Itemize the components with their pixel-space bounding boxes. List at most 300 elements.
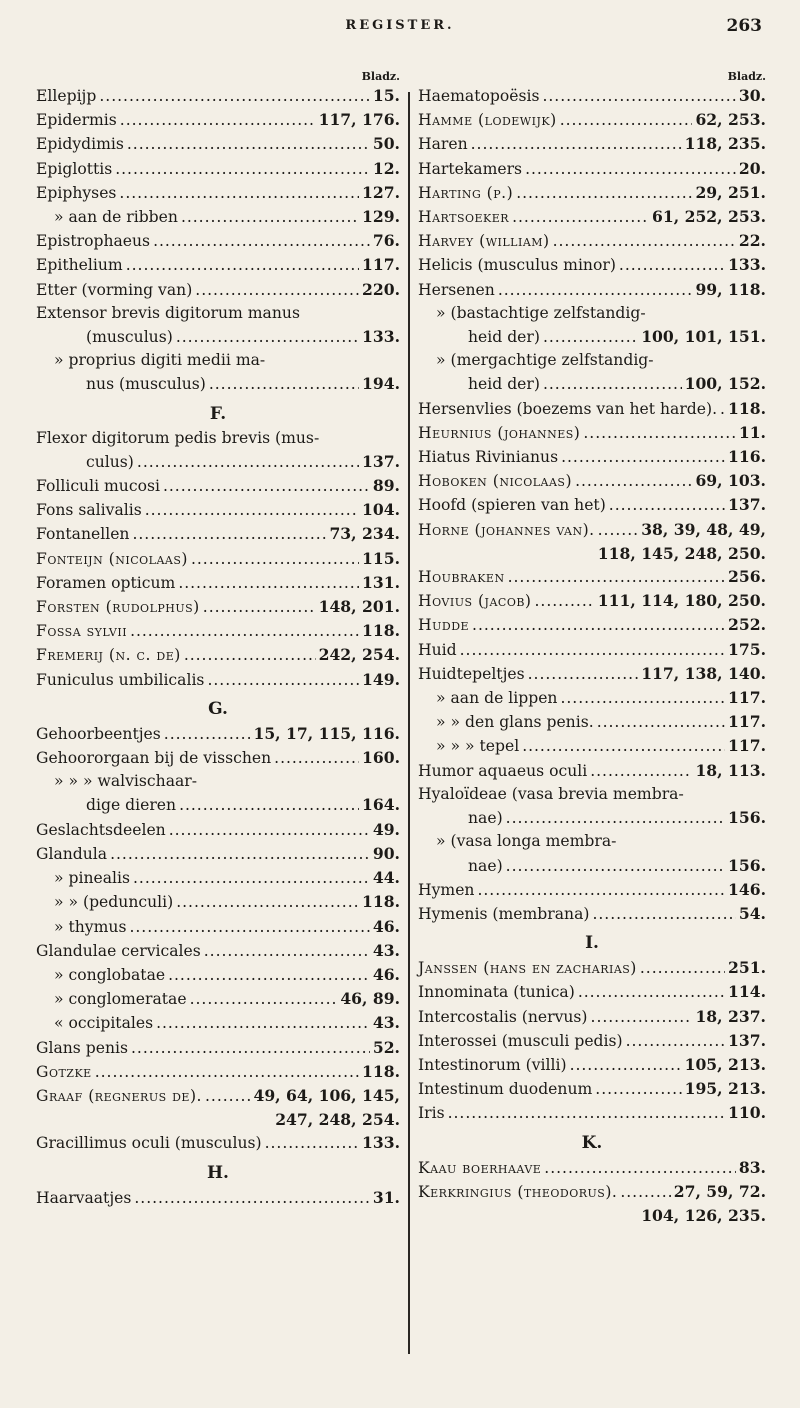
index-entry bbox=[36, 939, 400, 963]
page-refs: 44. bbox=[372, 868, 400, 888]
index-entry bbox=[418, 542, 766, 565]
index-entry bbox=[36, 498, 400, 522]
index-entry bbox=[418, 734, 766, 758]
dot-leader bbox=[516, 182, 692, 205]
index-entry bbox=[36, 1131, 400, 1155]
entry-term: heid der) bbox=[468, 328, 540, 347]
index-entry bbox=[418, 469, 766, 493]
entry-term: nae) bbox=[468, 856, 503, 875]
page-refs: 133. bbox=[362, 1133, 400, 1153]
dot-leader bbox=[561, 446, 725, 469]
page-refs: 175. bbox=[728, 639, 766, 659]
index-entry bbox=[36, 132, 400, 156]
entry-term: Intestinorum (villi) bbox=[418, 1055, 567, 1074]
index-entry bbox=[418, 589, 766, 613]
dot-leader bbox=[274, 747, 359, 770]
dot-leader bbox=[145, 499, 359, 522]
page-refs: 118. bbox=[362, 892, 400, 912]
page-refs: 115. bbox=[362, 548, 400, 568]
index-entry bbox=[418, 493, 766, 517]
index-entry bbox=[418, 613, 766, 637]
dot-leader bbox=[190, 988, 338, 1011]
entry-term: Hoboken (nicolaas) bbox=[418, 472, 573, 491]
page-refs: 89. bbox=[372, 476, 400, 496]
page-refs: 46, 89. bbox=[340, 989, 400, 1009]
page-refs: 160. bbox=[362, 748, 400, 768]
page-refs: 11. bbox=[738, 422, 766, 442]
dot-leader bbox=[119, 182, 359, 205]
entry-term: Huidtepeltjes bbox=[418, 664, 525, 683]
index-entry bbox=[418, 1180, 766, 1204]
index-entry bbox=[36, 108, 400, 132]
page-refs: 118, 145, 248, 250. bbox=[597, 543, 766, 563]
column-divider bbox=[408, 92, 410, 1354]
entry-term: Janssen (hans en zacharias) bbox=[418, 959, 637, 978]
dot-leader bbox=[448, 1102, 725, 1125]
entry-term: nus (musculus) bbox=[86, 375, 206, 394]
entry-term: » aan de lippen bbox=[436, 689, 558, 708]
dot-leader bbox=[110, 843, 370, 866]
page-refs: 137. bbox=[362, 451, 400, 471]
entry-term: Folliculi mucosi bbox=[36, 477, 160, 496]
index-entry bbox=[418, 565, 766, 589]
dot-leader bbox=[498, 279, 693, 302]
index-entry bbox=[36, 722, 400, 746]
page-refs: 69, 103. bbox=[695, 471, 766, 491]
entry-term: Foramen opticum bbox=[36, 573, 176, 592]
index-entry bbox=[36, 987, 400, 1011]
index-entry bbox=[36, 157, 400, 181]
index-entry bbox=[36, 229, 400, 253]
index-entry bbox=[418, 710, 766, 734]
entry-term: » (mergachtige zelfstandig- bbox=[436, 351, 654, 370]
page-refs: 242, 254. bbox=[318, 645, 400, 665]
index-entry bbox=[418, 278, 766, 302]
entry-term: Hartsoeker bbox=[418, 208, 510, 227]
dot-leader bbox=[120, 109, 316, 132]
entry-term: Hoofd (spieren van het) bbox=[418, 496, 606, 515]
page-refs: 104. bbox=[362, 500, 400, 520]
entry-term: Fonteijn (nicolaas) bbox=[36, 549, 188, 568]
index-entry bbox=[36, 1011, 400, 1035]
dot-leader bbox=[95, 1061, 359, 1084]
index-entry bbox=[418, 830, 766, 853]
index-entry bbox=[418, 397, 766, 421]
page-refs: 22. bbox=[738, 231, 766, 251]
page-refs: 49, 64, 106, 145, bbox=[253, 1085, 400, 1105]
dot-leader bbox=[205, 1085, 250, 1108]
dot-leader bbox=[522, 735, 725, 758]
dot-leader bbox=[609, 494, 725, 517]
entry-term: Horne (johannes van). bbox=[418, 520, 595, 539]
dot-leader bbox=[528, 663, 639, 686]
dot-leader bbox=[626, 1030, 725, 1053]
dot-leader bbox=[620, 1181, 670, 1204]
page-refs: 15, 17, 115, 116. bbox=[253, 723, 400, 743]
entry-term: » » » walvischaar- bbox=[54, 772, 198, 791]
page-refs: 194. bbox=[362, 374, 400, 394]
entry-term: » thymus bbox=[54, 917, 127, 936]
page-refs: 149. bbox=[362, 669, 400, 689]
page-refs: 49. bbox=[372, 819, 400, 839]
entry-term: Hymen bbox=[418, 880, 475, 899]
page-refs: 100, 152. bbox=[684, 374, 766, 394]
page-refs: 117. bbox=[728, 712, 766, 732]
page-header bbox=[0, 14, 800, 38]
entry-term: Glans penis bbox=[36, 1038, 128, 1057]
index-entry bbox=[418, 253, 766, 277]
dot-leader bbox=[506, 855, 725, 878]
dot-leader bbox=[592, 903, 735, 926]
page-refs: 52. bbox=[372, 1037, 400, 1057]
index-entry bbox=[418, 181, 766, 205]
index-entry bbox=[36, 372, 400, 396]
dot-leader bbox=[560, 109, 693, 132]
page-refs: 127. bbox=[362, 182, 400, 202]
entry-term: Intestinum duodenum bbox=[418, 1080, 593, 1099]
page-refs: 129. bbox=[362, 207, 400, 227]
entry-term: dige dieren bbox=[86, 796, 177, 815]
entry-term: Hersenen bbox=[418, 280, 495, 299]
index-entry bbox=[36, 619, 400, 643]
dot-leader bbox=[99, 85, 369, 108]
index-entry bbox=[418, 132, 766, 156]
index-entry bbox=[36, 793, 400, 817]
entry-term: Hamme (lodewijk) bbox=[418, 111, 557, 130]
page-refs: 252. bbox=[728, 615, 766, 635]
section-letter: K. bbox=[581, 1132, 603, 1153]
dot-leader bbox=[477, 879, 725, 902]
entry-term: Etter (vorming van) bbox=[36, 280, 193, 299]
page-refs: 12. bbox=[372, 158, 400, 178]
entry-term: Helicis (musculus minor) bbox=[418, 256, 616, 275]
entry-term: Funiculus umbilicalis bbox=[36, 670, 205, 689]
index-entry bbox=[36, 963, 400, 987]
index-entry bbox=[36, 746, 400, 770]
index-entry bbox=[418, 638, 766, 662]
entry-term: Fremerij (n. c. de) bbox=[36, 646, 181, 665]
index-entry bbox=[36, 595, 400, 619]
entry-term: » pinealis bbox=[54, 869, 131, 888]
index-entry bbox=[418, 1053, 766, 1077]
index-entry bbox=[36, 571, 400, 595]
page-refs: 15. bbox=[372, 86, 400, 105]
dot-leader bbox=[553, 230, 736, 253]
index-entry bbox=[418, 759, 766, 783]
page-refs: 110. bbox=[728, 1103, 766, 1123]
index-entry bbox=[418, 1204, 766, 1227]
entry-term: Haematopoësis bbox=[418, 87, 540, 105]
index-entry bbox=[418, 1005, 766, 1029]
index-entry bbox=[418, 229, 766, 253]
page-refs: 99, 118. bbox=[695, 279, 766, 299]
index-entry bbox=[36, 450, 400, 474]
page-refs: 117. bbox=[728, 736, 766, 756]
index-entry bbox=[36, 181, 400, 205]
dot-leader bbox=[204, 940, 370, 963]
page-refs: 156. bbox=[728, 855, 766, 875]
page-refs: 30. bbox=[738, 86, 766, 105]
page-refs: 27, 59, 72. bbox=[673, 1181, 766, 1201]
entry-term: Hersenvlies (boezems van het harde). bbox=[418, 399, 718, 418]
index-entry bbox=[36, 1036, 400, 1060]
dot-leader bbox=[560, 687, 725, 710]
dot-leader bbox=[544, 1157, 736, 1180]
entry-term: Houbraken bbox=[418, 568, 505, 587]
index-entry bbox=[418, 108, 766, 132]
entry-term: Hartekamers bbox=[418, 159, 523, 178]
dot-leader bbox=[506, 807, 725, 830]
index-entry bbox=[418, 518, 766, 542]
entry-term: Hymenis (membrana) bbox=[418, 904, 590, 923]
page-refs: 100, 101, 151. bbox=[641, 327, 766, 347]
entry-term: Flexor digitorum pedis brevis (mus- bbox=[36, 428, 320, 447]
dot-leader bbox=[570, 1054, 682, 1077]
dot-leader bbox=[619, 254, 725, 277]
left-column bbox=[36, 70, 400, 1210]
index-entry bbox=[36, 890, 400, 914]
dot-leader bbox=[578, 981, 725, 1004]
page-refs: 29, 251. bbox=[695, 182, 766, 202]
index-entry bbox=[36, 1108, 400, 1131]
entry-term: Interossei (musculi pedis) bbox=[418, 1031, 623, 1050]
index-entry bbox=[36, 915, 400, 939]
index-entry bbox=[418, 1101, 766, 1125]
index-entry bbox=[418, 1077, 766, 1101]
entry-term: Epidermis bbox=[36, 111, 117, 130]
dot-leader bbox=[720, 398, 725, 421]
index-entry bbox=[36, 205, 400, 229]
running-title: REGISTER. bbox=[345, 18, 455, 33]
entry-term: Haren bbox=[418, 135, 468, 154]
index-entry bbox=[418, 1029, 766, 1053]
dot-leader bbox=[595, 1078, 681, 1101]
dot-leader bbox=[168, 964, 370, 987]
entry-term: Gracillimus oculi (musculus) bbox=[36, 1134, 262, 1153]
entry-term: » aan de ribben bbox=[54, 208, 178, 227]
index-entry bbox=[36, 1084, 400, 1108]
dot-leader bbox=[153, 230, 370, 253]
index-entry bbox=[418, 421, 766, 445]
page-refs: 118. bbox=[728, 398, 766, 418]
index-entry bbox=[36, 427, 400, 450]
index-entry bbox=[418, 662, 766, 686]
entry-term: Humor aquaeus oculi bbox=[418, 761, 588, 780]
page-refs: 195, 213. bbox=[684, 1079, 766, 1099]
dot-leader bbox=[133, 867, 370, 890]
entry-term: » (bastachtige zelfstandig- bbox=[436, 303, 646, 322]
index-entry bbox=[36, 668, 400, 692]
entry-term: (musculus) bbox=[86, 328, 173, 347]
entry-term: » proprius digiti medii ma- bbox=[54, 351, 266, 370]
dot-leader bbox=[590, 760, 692, 783]
entry-term: » » den glans penis. bbox=[436, 713, 594, 732]
dot-leader bbox=[126, 254, 359, 277]
entry-term: Huid bbox=[418, 640, 457, 659]
index-entry bbox=[418, 372, 766, 396]
page-refs: 118. bbox=[362, 1061, 400, 1081]
entry-term: Glandulae cervicales bbox=[36, 941, 201, 960]
index-entry bbox=[36, 278, 400, 302]
dot-leader bbox=[508, 566, 725, 589]
entry-term: Glandula bbox=[36, 844, 108, 863]
entry-term: Innominata (tunica) bbox=[418, 983, 575, 1002]
page-refs: 133. bbox=[728, 255, 766, 275]
entry-term: Heurnius (johannes) bbox=[418, 423, 581, 442]
dot-leader bbox=[163, 475, 370, 498]
page-refs: 117. bbox=[362, 255, 400, 275]
index-entry bbox=[418, 445, 766, 469]
index-entry bbox=[36, 770, 400, 793]
entry-term: Hyaloïdeae (vasa brevia membra- bbox=[418, 784, 684, 803]
index-entry bbox=[418, 157, 766, 181]
dot-leader bbox=[131, 1037, 370, 1060]
dot-leader bbox=[512, 206, 649, 229]
index-entry bbox=[418, 806, 766, 830]
page-refs: 116. bbox=[728, 447, 766, 467]
index-entry bbox=[36, 302, 400, 325]
page-refs: 90. bbox=[372, 843, 400, 863]
entry-term: » » (pedunculi) bbox=[54, 893, 174, 912]
index-entry bbox=[418, 325, 766, 349]
index-entry bbox=[418, 686, 766, 710]
entry-term: Haarvaatjes bbox=[36, 1188, 132, 1207]
page-refs: 114. bbox=[728, 982, 766, 1002]
entry-term: nae) bbox=[468, 809, 503, 828]
dot-leader bbox=[176, 891, 359, 914]
index-entry bbox=[36, 547, 400, 571]
entry-term: Hovius (jacob) bbox=[418, 592, 532, 611]
entry-term: Intercostalis (nervus) bbox=[418, 1007, 588, 1026]
entry-term: Graaf (regnerus de). bbox=[36, 1086, 202, 1105]
dot-leader bbox=[583, 422, 735, 445]
dot-leader bbox=[460, 639, 725, 662]
index-entry bbox=[36, 349, 400, 372]
page-refs: 156. bbox=[728, 808, 766, 828]
page-refs: 118. bbox=[362, 621, 400, 641]
dot-leader bbox=[265, 1132, 359, 1155]
entry-term: Epistrophaeus bbox=[36, 232, 151, 251]
page-refs: 50. bbox=[372, 134, 400, 154]
entry-term: heid der) bbox=[468, 375, 540, 394]
section-letter: F. bbox=[209, 403, 227, 424]
entry-term: Hudde bbox=[418, 616, 470, 635]
dot-leader bbox=[591, 1006, 693, 1029]
dot-leader bbox=[543, 373, 682, 396]
index-entry bbox=[36, 1060, 400, 1084]
dot-leader bbox=[179, 794, 359, 817]
dot-leader bbox=[156, 1012, 370, 1035]
dot-leader bbox=[209, 373, 359, 396]
index-entry bbox=[418, 956, 766, 980]
dot-leader bbox=[575, 470, 692, 493]
page-refs: 118, 235. bbox=[684, 134, 766, 154]
page-refs: 54. bbox=[738, 903, 766, 923]
dot-leader bbox=[184, 644, 316, 667]
index-entry bbox=[36, 1186, 400, 1210]
dot-leader bbox=[129, 916, 369, 939]
page-refs: 117, 138, 140. bbox=[641, 663, 766, 683]
page-refs: 117, 176. bbox=[318, 110, 400, 130]
index-entry bbox=[36, 474, 400, 498]
index-entry bbox=[418, 84, 766, 108]
entry-term: Forsten (rudolphus) bbox=[36, 598, 200, 617]
dot-leader bbox=[132, 523, 326, 546]
page-refs: 18, 237. bbox=[695, 1006, 766, 1026]
dot-leader bbox=[525, 158, 736, 181]
page-refs: 105, 213. bbox=[684, 1054, 766, 1074]
dot-leader bbox=[207, 669, 359, 692]
index-entry bbox=[36, 325, 400, 349]
entry-term: Fons salivalis bbox=[36, 501, 142, 520]
page-refs: 164. bbox=[362, 795, 400, 815]
entry-term: Gotzke bbox=[36, 1062, 92, 1081]
page-refs: 62, 253. bbox=[695, 110, 766, 130]
index-entry bbox=[36, 643, 400, 667]
dot-leader bbox=[115, 158, 370, 181]
page-refs: 256. bbox=[728, 567, 766, 587]
dot-leader bbox=[597, 711, 725, 734]
index-entry bbox=[418, 302, 766, 325]
index-entry bbox=[36, 522, 400, 546]
dot-leader bbox=[195, 279, 359, 302]
entry-term: Extensor brevis digitorum manus bbox=[36, 303, 300, 322]
page-refs: 46. bbox=[372, 916, 400, 936]
page-refs: 61, 252, 253. bbox=[652, 207, 766, 227]
entry-term: Fontanellen bbox=[36, 525, 130, 544]
index-entry bbox=[36, 84, 400, 108]
entry-term: Epiphyses bbox=[36, 183, 117, 202]
entry-term: Gehoororgaan bij de visschen bbox=[36, 749, 272, 768]
entry-term: Gehoorbeentjes bbox=[36, 724, 161, 743]
index-entry bbox=[36, 818, 400, 842]
entry-term: « occipitales bbox=[54, 1014, 154, 1033]
index-entry bbox=[36, 866, 400, 890]
dot-leader bbox=[543, 326, 638, 349]
page-refs: 38, 39, 48, 49, bbox=[641, 519, 766, 539]
index-entry bbox=[418, 902, 766, 926]
section-letter: G. bbox=[208, 698, 228, 719]
index-entry bbox=[418, 980, 766, 1004]
entry-term: Epidydimis bbox=[36, 135, 124, 154]
index-entry bbox=[418, 783, 766, 806]
page-refs: 46. bbox=[372, 964, 400, 984]
page-refs: 131. bbox=[362, 572, 400, 592]
page-refs: 146. bbox=[728, 879, 766, 899]
dot-leader bbox=[542, 85, 735, 108]
index-entry bbox=[418, 878, 766, 902]
page-refs: 43. bbox=[372, 940, 400, 960]
page-number: 263 bbox=[726, 16, 762, 36]
page-refs: 43. bbox=[372, 1013, 400, 1033]
entry-term: Ellepijp bbox=[36, 87, 97, 105]
dot-leader bbox=[472, 614, 725, 637]
index-entry bbox=[36, 253, 400, 277]
dot-leader bbox=[127, 133, 370, 156]
page-refs: 111, 114, 180, 250. bbox=[597, 591, 766, 611]
dot-leader bbox=[176, 326, 359, 349]
entry-term: Fossa sylvii bbox=[36, 622, 128, 641]
dot-leader bbox=[535, 590, 595, 613]
page-refs: 73, 234. bbox=[329, 524, 400, 544]
dot-leader bbox=[471, 133, 682, 156]
page-refs: 20. bbox=[738, 158, 766, 178]
section-letter: I. bbox=[585, 933, 599, 954]
page-refs: 31. bbox=[372, 1187, 400, 1207]
entry-term: Harvey (william) bbox=[418, 232, 550, 251]
index-entry bbox=[418, 854, 766, 878]
index-entry bbox=[418, 349, 766, 372]
